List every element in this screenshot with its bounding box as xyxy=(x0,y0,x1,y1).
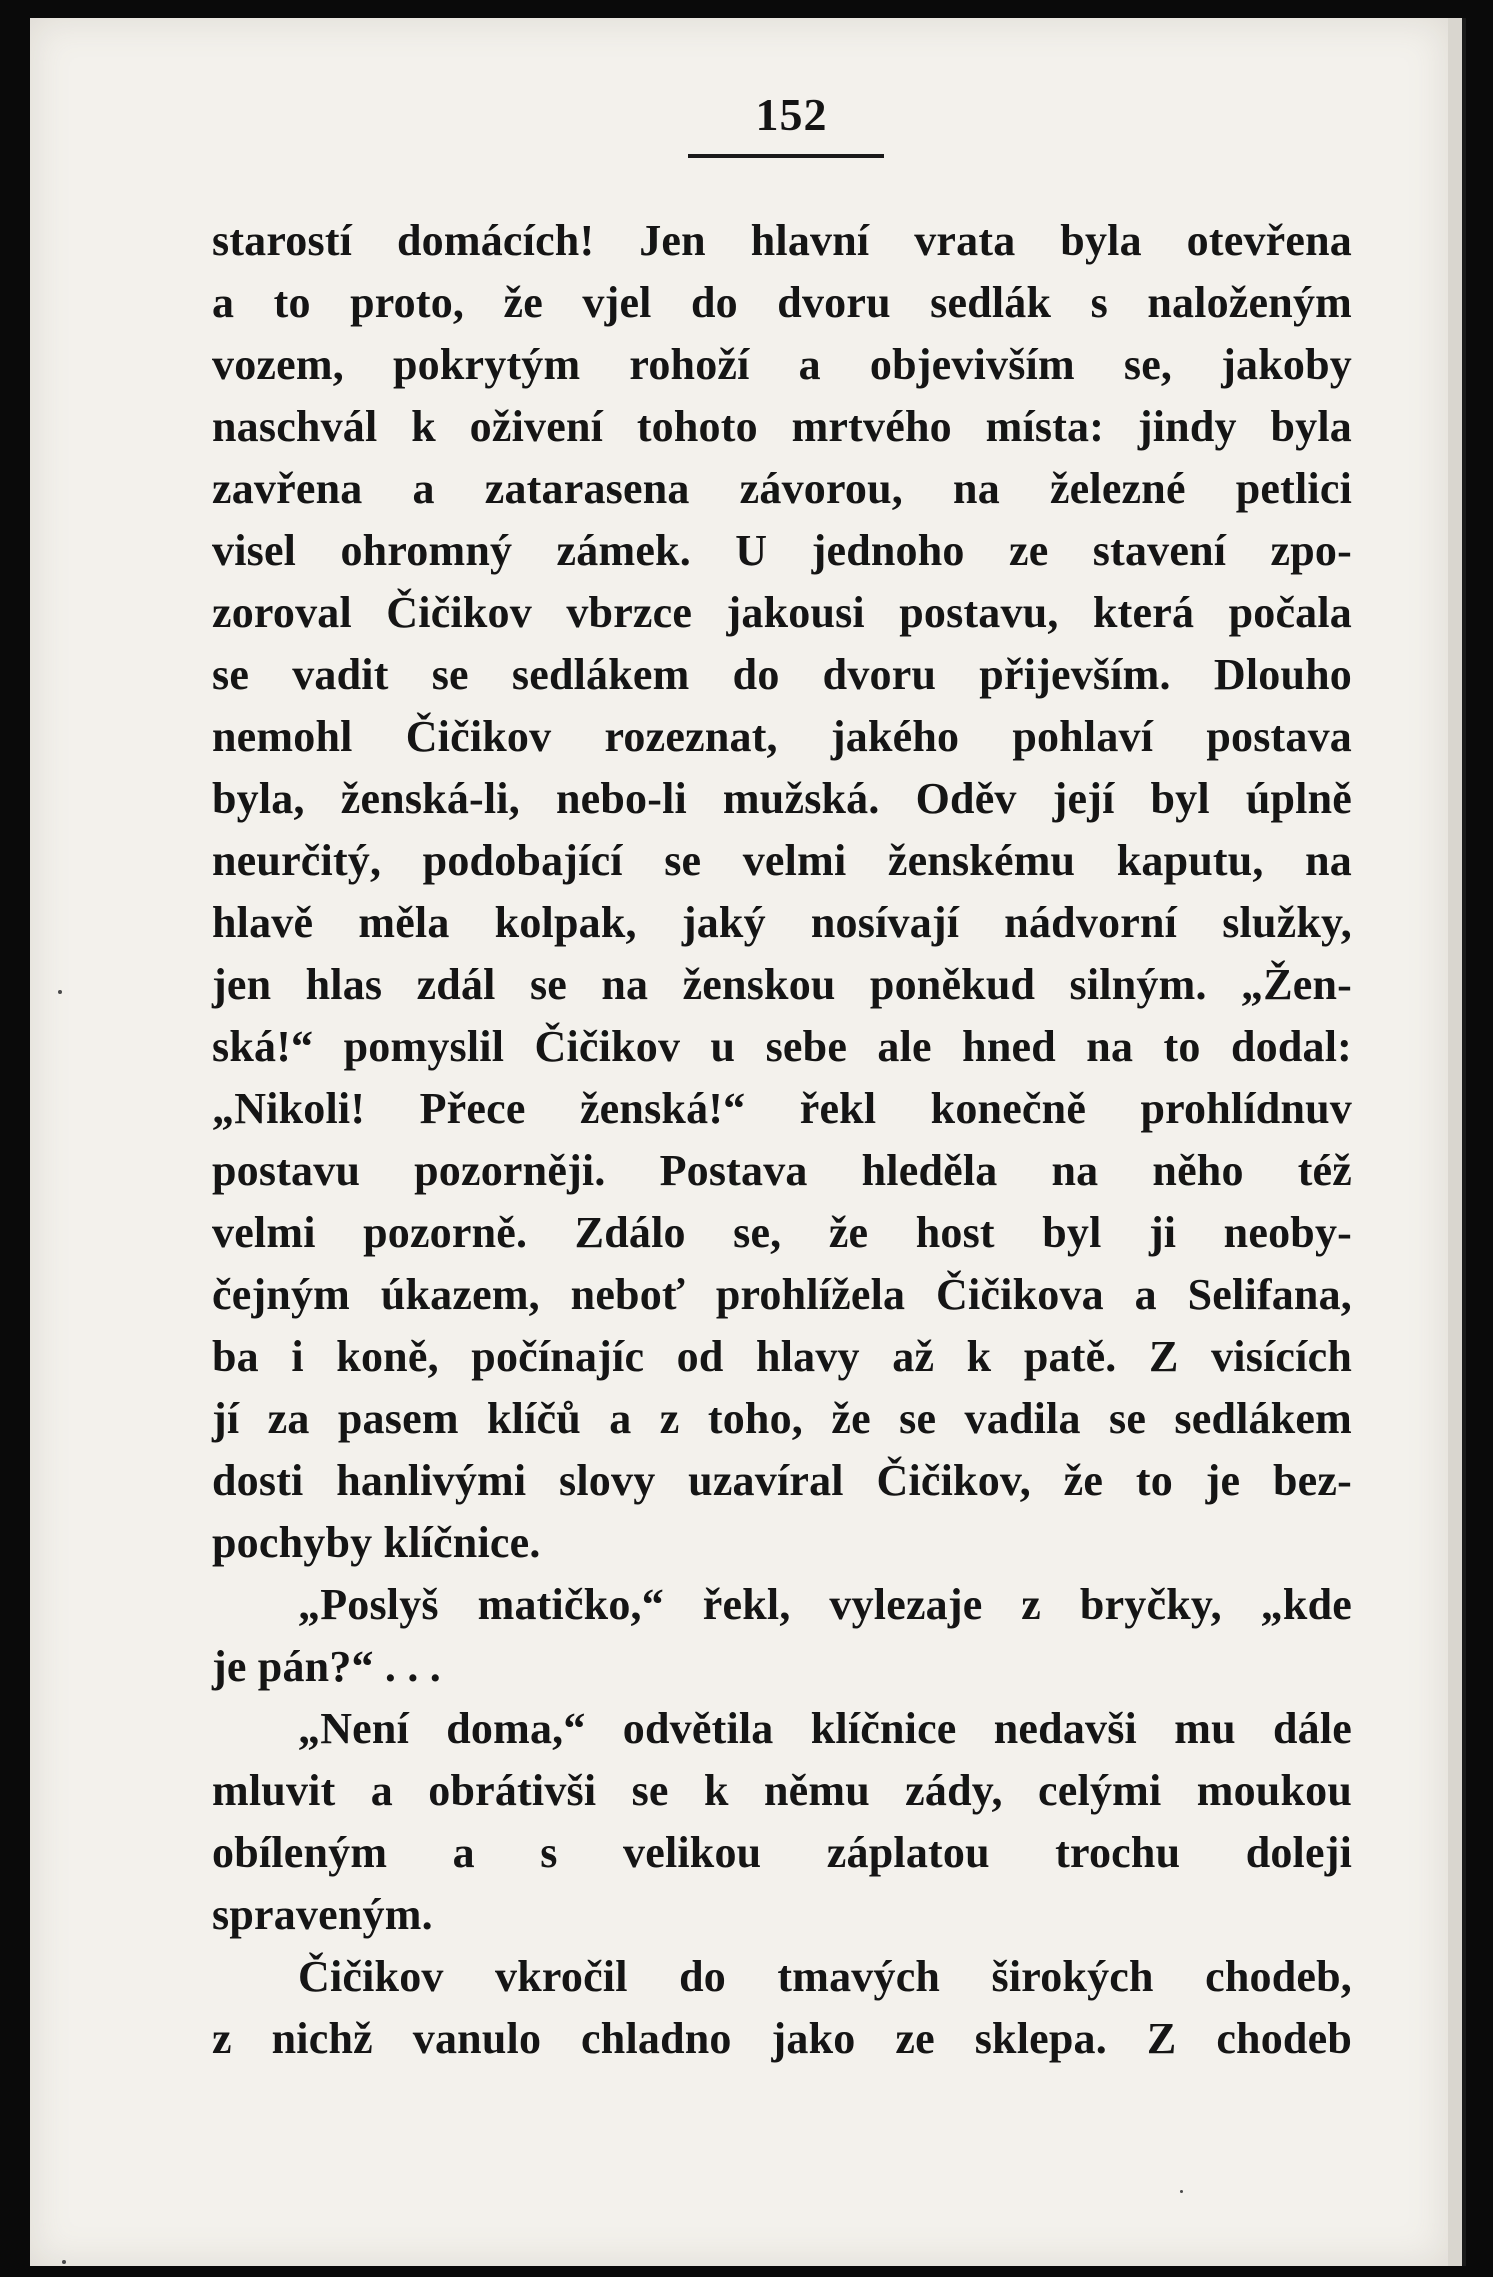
text-line: ská!“ pomyslil Čičikov u sebe ale hned na to dodal: xyxy=(212,1022,1352,1071)
text-line: postavu pozorněji. Postava hleděla na něho též xyxy=(212,1146,1352,1195)
text-line: hlavě měla kolpak, jaký nosívají nádvorní služky, xyxy=(212,898,1352,947)
text-line: obíleným a s velikou záplatou trochu doleji xyxy=(212,1828,1352,1877)
text-line: z nichž vanulo chladno jako ze sklepa. Z chodeb xyxy=(212,2014,1352,2063)
text-line: „Poslyš matičko,“ řekl, vylezaje z bryčky, „kde xyxy=(298,1580,1352,1629)
text-line: jí za pasem klíčů a z toho, že se vadila se sedlákem xyxy=(212,1394,1352,1443)
text-line: vozem, pokrytým rohoží a objevivším se, jakoby xyxy=(212,340,1352,389)
text-line: byla, ženská-li, nebo-li mužská. Oděv její byl úplně xyxy=(212,774,1352,823)
body-text xyxy=(212,210,1352,2070)
text-line: Čičikov vkročil do tmavých širokých chodeb, xyxy=(298,1952,1352,2001)
text-line: „Není doma,“ odvětila klíčnice nedavši mu dále xyxy=(298,1704,1352,1753)
page-edge-shadow xyxy=(1462,18,1466,2266)
text-line: „Nikoli! Přece ženská!“ řekl konečně prohlídnuv xyxy=(212,1084,1352,1133)
page-edge xyxy=(1448,18,1462,2266)
text-line: zavřena a zatarasena závorou, na železné petlici xyxy=(212,464,1352,513)
text-line: spraveným. xyxy=(212,1890,433,1939)
page-number: 152 xyxy=(755,89,828,140)
text-line: je pán?“ . . . xyxy=(212,1642,441,1691)
text-line: ba i koně, počínajíc od hlavy až k patě. Z visících xyxy=(212,1332,1352,1381)
dust-speck xyxy=(62,2260,66,2264)
text-line: visel ohromný zámek. U jednoho ze stavení zpo- xyxy=(212,526,1352,575)
dust-speck xyxy=(1180,2190,1183,2193)
page-number-rule xyxy=(688,154,884,158)
text-line: mluvit a obrátivši se k němu zády, celými moukou xyxy=(212,1766,1352,1815)
text-line: naschvál k oživení tohoto mrtvého místa: jindy byla xyxy=(212,402,1352,451)
text-line: velmi pozorně. Zdálo se, že host byl ji neoby- xyxy=(212,1208,1352,1257)
text-line: pochyby klíčnice. xyxy=(212,1518,541,1567)
text-line: se vadit se sedlákem do dvoru přijevším. Dlouho xyxy=(212,650,1352,699)
text-line: starostí domácích! Jen hlavní vrata byla otevřena xyxy=(212,216,1352,265)
text-line: nemohl Čičikov rozeznat, jakého pohlaví postava xyxy=(212,712,1352,761)
text-line: čejným úkazem, neboť prohlížela Čičikova a Selifana, xyxy=(212,1270,1352,1319)
text-line: neurčitý, podobající se velmi ženskému kaputu, na xyxy=(212,836,1352,885)
text-line: a to proto, že vjel do dvoru sedlák s naloženým xyxy=(212,278,1352,327)
text-line: jen hlas zdál se na ženskou poněkud silným. „Žen- xyxy=(212,960,1352,1009)
dust-speck xyxy=(58,990,62,994)
text-line: zoroval Čičikov vbrzce jakousi postavu, která počala xyxy=(212,588,1352,637)
text-line: dosti hanlivými slovy uzavíral Čičikov, že to je bez- xyxy=(212,1456,1352,1505)
